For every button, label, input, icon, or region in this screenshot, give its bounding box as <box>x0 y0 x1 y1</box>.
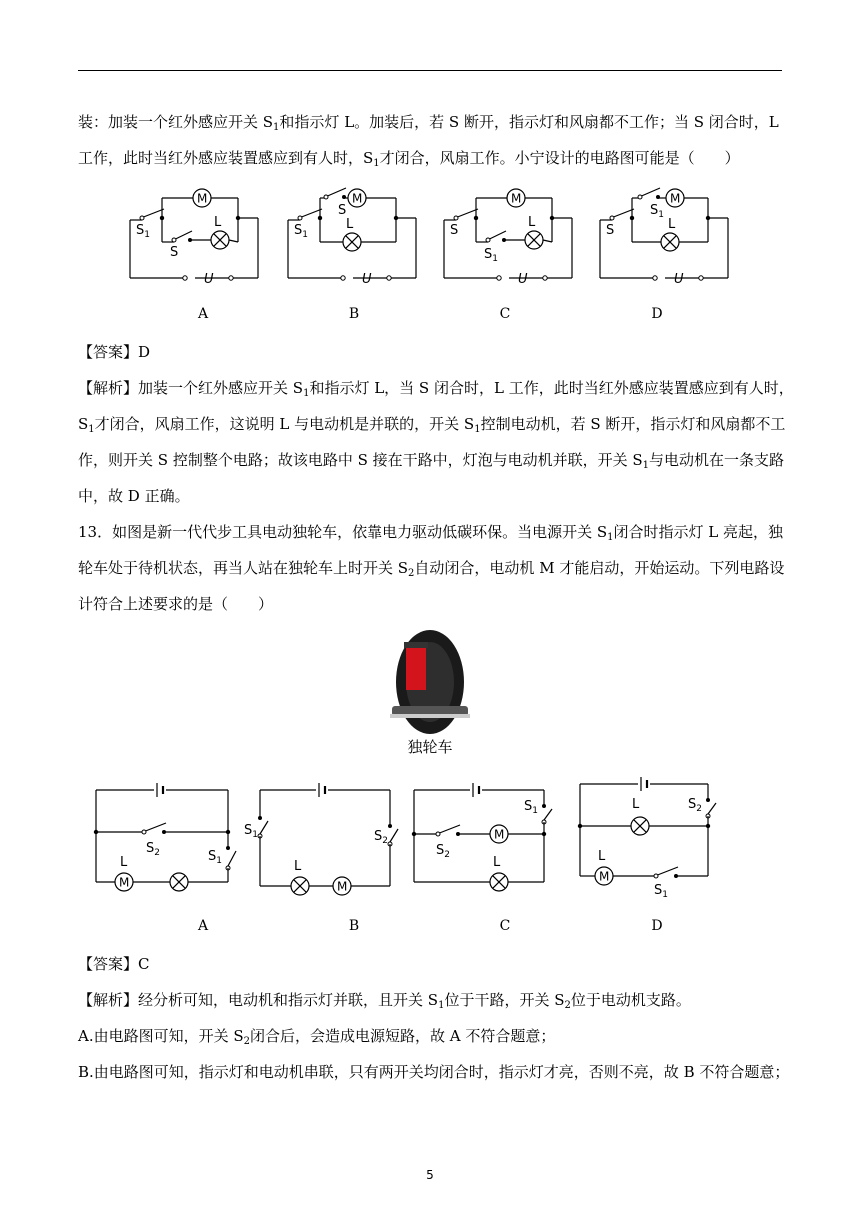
junction-dot <box>394 216 398 220</box>
q12-option-c-label: C <box>499 306 511 322</box>
q12-option-d-label: D <box>651 306 663 322</box>
switch-label-s2: $S_2$ <box>374 829 388 846</box>
lamp-label: L <box>493 855 501 870</box>
lamp-label: L <box>598 849 606 864</box>
junction-dot <box>160 216 164 220</box>
switch-label-s1: $S_1$ <box>244 823 258 840</box>
motor-label: M <box>494 827 505 842</box>
q13-answer: 【答案】C <box>78 955 150 973</box>
voltage-label: U <box>674 272 684 287</box>
switch-contact <box>258 816 262 820</box>
q13-stem-line-1: 13．如图是新一代代步工具电动独轮车，依靠电力驱动低碳环保。当电源开关 $S_1$闭合时指示灯 L 亮起，独 <box>78 523 784 543</box>
voltage-label: U <box>362 272 372 287</box>
switch-label-s2: $S_2$ <box>436 843 450 860</box>
q12-stem-line-2: 工作，此时当红外感应装置感应到有人时，$S_1$才闭合，风扇工作。小宁设计的电路图可能是（ ） <box>78 149 740 169</box>
q13-analysis-line-A: A.由电路图可知，开关 $S_2$闭合后，会造成电源短路，故 A 不符合题意； <box>78 1027 556 1047</box>
terminal <box>229 276 233 280</box>
header-rule <box>78 70 782 71</box>
switch-label-s2: $S_2$ <box>688 797 702 814</box>
q12-circuit-b <box>288 188 416 287</box>
junction-dot <box>474 216 478 220</box>
lamp-label: L <box>632 797 640 812</box>
switch-label-s1: $S_1$ <box>524 799 538 816</box>
junction-dot <box>94 830 98 834</box>
wire <box>302 209 323 217</box>
terminal <box>653 276 657 280</box>
junction-dot <box>630 216 634 220</box>
motor-label: M <box>511 191 522 206</box>
page-number: 5 <box>426 1168 434 1182</box>
wire <box>543 240 552 242</box>
q13-analysis-line-1: 【解析】经分析可知，电动机和指示灯并联，且开关 $S_1$位于干路，开关 $S_2$位于电动机支路。 <box>78 991 691 1011</box>
switch-label-s: S <box>338 203 347 218</box>
q13-circuit-c <box>412 783 552 891</box>
wire <box>440 825 461 833</box>
switch-label-s2: $S_2$ <box>146 841 160 858</box>
switch-label-s: S <box>606 223 615 238</box>
wire <box>144 209 165 217</box>
motor-label: M <box>670 191 681 206</box>
junction-dot <box>578 824 582 828</box>
wire <box>708 803 716 814</box>
wire <box>228 851 236 866</box>
switch-label-s1: $S_1$ <box>294 223 308 240</box>
motor-label: M <box>337 879 348 894</box>
lamp-label: L <box>346 217 354 232</box>
q12-circuit-c <box>444 189 572 287</box>
q13-circuit-figures <box>80 770 740 900</box>
junction-dot <box>542 832 546 836</box>
q13-circuit-b <box>244 783 398 895</box>
q13-stem-line-2: 轮车处于待机状态，再当人站在独轮车上时开关 $S_2$自动闭合，电动机 M 才能启动，开始运动。下列电路设 <box>78 559 785 579</box>
wire <box>490 231 507 239</box>
wire <box>458 209 479 217</box>
motor-label: M <box>352 191 363 206</box>
junction-dot <box>550 216 554 220</box>
terminal <box>183 276 187 280</box>
q13-stem-line-3: 计符合上述要求的是（ ） <box>78 595 274 613</box>
wire <box>642 188 661 196</box>
terminal <box>699 276 703 280</box>
wire <box>146 823 167 831</box>
switch-label-s1: $S_1$ <box>136 223 150 240</box>
wire <box>328 188 347 196</box>
q13-option-d-label: D <box>651 918 663 934</box>
wire <box>390 829 398 842</box>
lamp-label: L <box>528 215 536 230</box>
wire <box>229 240 238 242</box>
terminal <box>497 276 501 280</box>
voltage-label: U <box>518 272 528 287</box>
switch-label-s: S <box>170 245 179 260</box>
q13-option-c-label: C <box>499 918 511 934</box>
switch-contact <box>388 824 392 828</box>
terminal <box>341 276 345 280</box>
lamp-label: L <box>294 859 302 874</box>
q13-circuit-d <box>578 777 716 900</box>
switch-label-s1: $S_1$ <box>208 849 222 866</box>
wire <box>260 821 268 834</box>
wire <box>544 809 552 820</box>
switch-label-s1: $S_1$ <box>650 203 664 220</box>
q12-analysis-line-3: 作，则开关 S 控制整个电路；故该电路中 S 接在干路中，灯泡与电动机并联，开关 $S_1$与电动机在一条支路 <box>78 451 785 471</box>
junction-dot <box>706 216 710 220</box>
switch-label-s1: $S_1$ <box>484 247 498 264</box>
unicycle-image <box>390 622 470 734</box>
switch-label-s: S <box>450 223 459 238</box>
q12-option-a-label: A <box>197 306 209 322</box>
q12-stem-line-1: 装：加装一个红外感应开关 $S_1$和指示灯 L。加装后，若 S 断开，指示灯和风扇都不工作；当 S 闭合时，L <box>78 113 779 133</box>
q12-analysis-line-2: $S_1$才闭合，风扇工作，这说明 L 与电动机是并联的，开关 $S_1$控制电动机，若 S 断开，指示灯和风扇都不工 <box>78 415 786 435</box>
terminal <box>387 276 391 280</box>
junction-dot <box>236 216 240 220</box>
q13-option-a-label: A <box>197 918 209 934</box>
q12-analysis-line-4: 中，故 D 正确。 <box>78 487 190 505</box>
q12-answer: 【答案】D <box>78 343 151 361</box>
junction-dot <box>706 824 710 828</box>
q13-option-b-label: B <box>348 918 360 934</box>
q12-option-b-label: B <box>348 306 360 322</box>
motor-label: M <box>119 875 130 890</box>
lamp-label: L <box>214 215 222 230</box>
terminal <box>543 276 547 280</box>
q13-analysis-line-B: B.由电路图可知，指示灯和电动机串联，只有两开关均闭合时，指示灯才亮，否则不亮，故 B 不符合题意； <box>78 1063 790 1081</box>
switch-contact <box>706 798 710 802</box>
motor-label: M <box>599 869 610 884</box>
lamp-label: L <box>668 217 676 232</box>
wire <box>614 209 635 217</box>
switch-contact <box>542 804 546 808</box>
q13-circuit-a <box>94 783 236 891</box>
switch-label-s1: $S_1$ <box>654 883 668 900</box>
unicycle-caption: 独轮车 <box>407 738 453 756</box>
q12-circuit-d <box>600 188 728 287</box>
q12-circuit-a <box>130 189 258 287</box>
junction-dot <box>412 832 416 836</box>
q12-analysis-line-1: 【解析】加装一个红外感应开关 $S_1$和指示灯 L，当 S 闭合时，L 工作，此时当红外感应装置感应到有人时， <box>78 379 794 399</box>
voltage-label: U <box>204 272 214 287</box>
wire <box>176 231 193 239</box>
motor-label: M <box>197 191 208 206</box>
wire <box>658 867 679 875</box>
lamp-label: L <box>120 855 128 870</box>
junction-dot <box>318 216 322 220</box>
q12-circuit-figures <box>120 180 760 290</box>
